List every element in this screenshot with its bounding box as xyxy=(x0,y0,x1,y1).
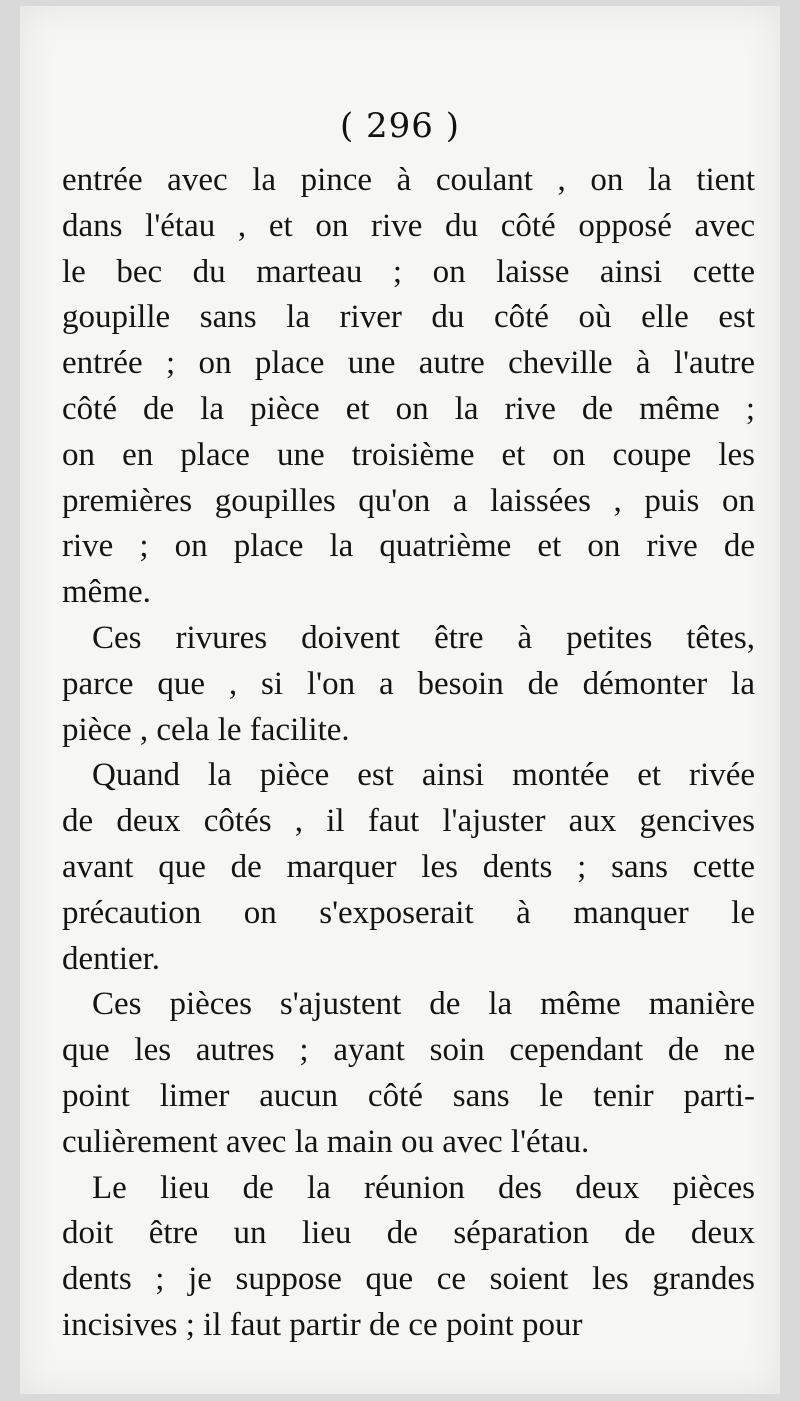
text-line: premières goupilles qu'on a laissées , puis on xyxy=(62,482,755,519)
text-line: incisives ; il faut partir de ce point pour xyxy=(62,1306,583,1343)
text-line: avant que de marquer les dents ; sans cette xyxy=(62,848,755,885)
text-line: Quand la pièce est ainsi montée et rivée xyxy=(92,757,755,794)
text-line: dentier. xyxy=(62,940,161,977)
text-line: entrée ; on place une autre cheville à l'autre xyxy=(62,345,755,382)
text-line: même. xyxy=(62,574,151,611)
text-line: rive ; on place la quatrième et on rive de xyxy=(62,528,755,565)
paragraph xyxy=(62,1166,755,1349)
text-line: de deux côtés , il faut l'ajuster aux gencives xyxy=(62,803,755,840)
text-line: culièrement avec la main ou avec l'étau. xyxy=(62,1123,590,1160)
paragraph xyxy=(62,158,755,616)
text-line: côté de la pièce et on la rive de même ; xyxy=(62,390,755,427)
text-line: parce que , si l'on a besoin de démonter la xyxy=(62,665,755,702)
book-page xyxy=(20,6,780,1394)
paragraph xyxy=(62,982,755,1165)
text-line: goupille sans la river du côté où elle est xyxy=(62,299,755,336)
text-line: point limer aucun côté sans le tenir parti- xyxy=(62,1077,755,1114)
text-line: pièce , cela le facilite. xyxy=(62,711,350,748)
paragraph xyxy=(62,753,755,982)
paragraph xyxy=(62,616,755,753)
text-line: précaution on s'exposerait à manquer le xyxy=(62,894,755,931)
page-footer xyxy=(20,1344,780,1374)
body-text xyxy=(62,158,755,1349)
text-line: dans l'étau , et on rive du côté opposé avec xyxy=(62,207,755,244)
text-line: Le lieu de la réunion des deux pièces xyxy=(92,1169,755,1206)
text-line: Ces rivures doivent être à petites têtes, xyxy=(92,619,755,656)
page-number: ( 296 ) xyxy=(339,106,461,146)
text-line: que les autres ; ayant soin cependant de ne xyxy=(62,1032,755,1069)
text-line: entrée avec la pince à coulant , on la tient xyxy=(62,162,755,198)
text-line: dents ; je suppose que ce soient les grandes xyxy=(62,1261,755,1298)
text-line: Ces pièces s'ajustent de la même manière xyxy=(92,986,755,1023)
text-line: on en place une troisième et on coupe les xyxy=(62,436,755,473)
text-line: le bec du marteau ; on laisse ainsi cette xyxy=(62,253,755,290)
text-line: doit être un lieu de séparation de deux xyxy=(62,1215,755,1252)
